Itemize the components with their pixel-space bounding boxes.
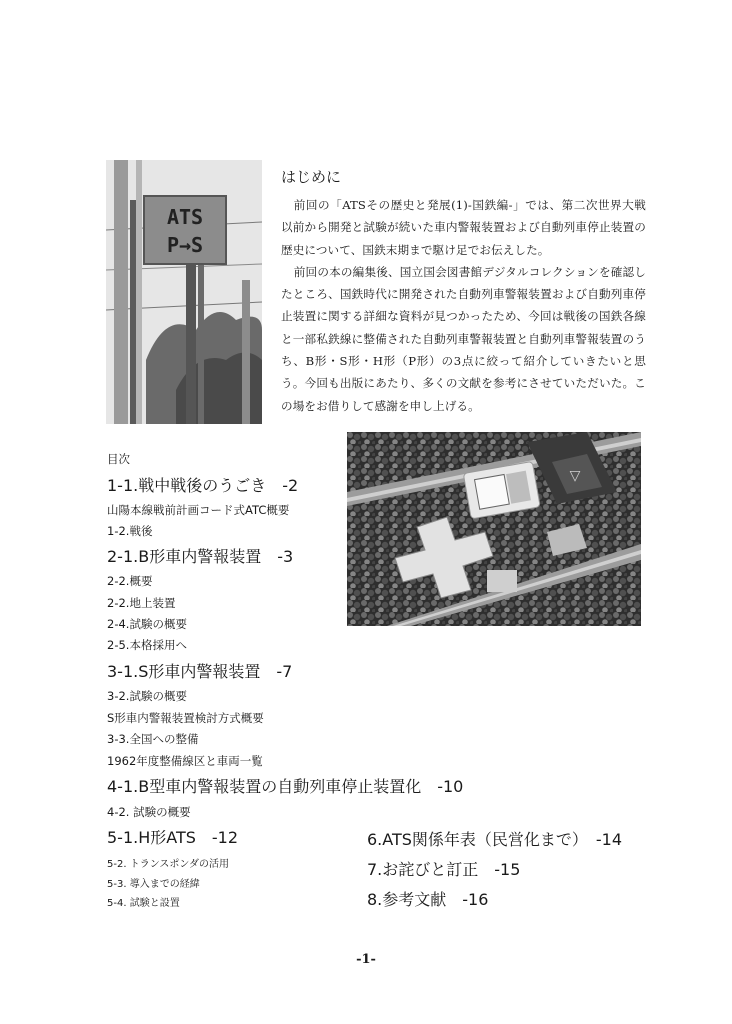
sign-text-line2: P→S — [166, 233, 204, 257]
toc-entry[interactable]: 2-5.本格採用へ — [107, 638, 187, 652]
sign-text-line1: ATS — [166, 205, 204, 229]
toc-entry[interactable]: S形車内警報装置検討方式概要 — [107, 711, 264, 725]
toc-entry[interactable]: 3-3.全国への整備 — [107, 732, 199, 746]
toc-entry[interactable]: 8.参考文献 -16 — [367, 890, 489, 909]
toc-entry[interactable]: 2-2.概要 — [107, 574, 153, 588]
toc-label: 目次 — [107, 452, 130, 466]
toc-entry[interactable]: 6.ATS関係年表（民営化まで） -14 — [367, 830, 623, 849]
toc-entry[interactable]: 1-2.戦後 — [107, 524, 153, 538]
intro-heading: はじめに — [281, 168, 342, 186]
toc-entry[interactable]: 5-2. トランスポンダの活用 — [107, 859, 229, 870]
intro-paragraph-2: 前回の本の編集後、国立国会図書館デジタルコレクションを確認したところ、国鉄時代に開発された自動列車警報装置および自動列車停止装置に関する詳細な資料が見つかったため、今回は戦後の国鉄各線と一部私鉄線に整備された自動列車警報装置と自動列車警報装置のうち、B形・S形・H形（P形）の3点に絞って紹介していきたいと思う。今回も出版にあたり、多くの文献を参考にさせていただいた。この場をお借りして感謝を申し上げる。 — [281, 264, 646, 413]
toc-entry[interactable]: 2-4.試験の概要 — [107, 617, 187, 631]
toc-entry[interactable]: 4-2. 試験の概要 — [107, 805, 191, 819]
toc-entry[interactable]: 2-1.B形車内警報装置 -3 — [107, 547, 294, 566]
toc-entry[interactable]: 1-1.戦中戦後のうごき -2 — [107, 476, 299, 495]
svg-text:▽: ▽ — [569, 468, 581, 484]
page-number: -1- — [356, 952, 376, 967]
toc-entry[interactable]: 3-2.試験の概要 — [107, 689, 187, 703]
toc-entry[interactable]: 山陽本線戦前計画コード式ATC概要 — [107, 503, 290, 517]
toc-entry[interactable]: 4-1.B型車内警報装置の自動列車停止装置化 -10 — [107, 777, 464, 796]
intro-paragraph-1: 前回の「ATSその歴史と発展(1)-国鉄編-」では、第二次世界大戦以前から開発と試験が続いた車内警報装置および自動列車停止装置の歴史について、国鉄末期まで駆け足でお伝えした。 — [281, 198, 646, 257]
toc-entry[interactable]: 1962年度整備線区と車両一覧 — [107, 754, 263, 768]
toc-entry[interactable]: 5-3. 導入までの経緯 — [107, 879, 200, 890]
toc-entry[interactable]: 7.お詫びと訂正 -15 — [367, 860, 521, 879]
toc-entry[interactable]: 5-4. 試験と設置 — [107, 898, 180, 909]
track-transponder-photo — [347, 432, 641, 626]
intro-section — [281, 166, 646, 417]
toc-entry[interactable]: 5-1.H形ATS -12 — [107, 828, 239, 847]
toc-entry[interactable]: 2-2.地上装置 — [107, 596, 176, 610]
ats-sign-photo — [106, 160, 262, 424]
toc-entry[interactable]: 3-1.S形車内警報装置 -7 — [107, 662, 293, 681]
